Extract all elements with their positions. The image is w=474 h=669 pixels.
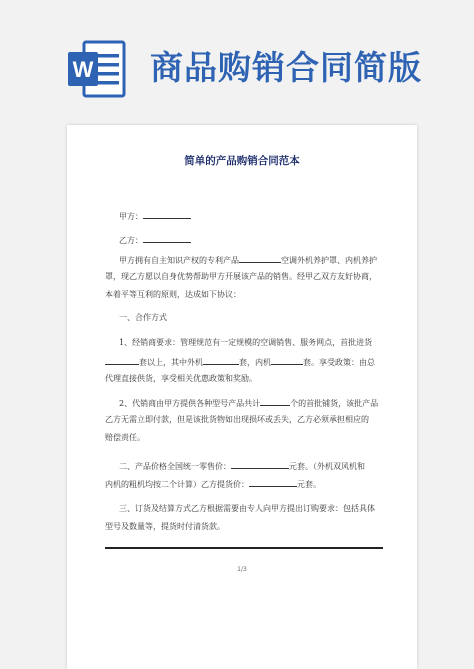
preview-header — [0, 0, 474, 112]
clause2-line-3: 赔偿责任。 — [105, 433, 145, 442]
section2-line-1 — [105, 459, 365, 472]
svg-text:W: W — [72, 57, 94, 82]
intro-line-1 — [105, 253, 377, 266]
clause2-line-1 — [105, 396, 378, 409]
clause1-line-1 — [105, 337, 372, 348]
total-units-blank — [260, 396, 290, 406]
clause1-line-3: 代理直接供货，享受相关优惠政策和奖励。 — [105, 374, 257, 383]
intro-text: 甲方拥有自主知识产权的专利产品 — [119, 256, 239, 265]
section3-line-1 — [105, 503, 375, 514]
product-blank — [239, 253, 281, 263]
intro-line-3: 本着平等互利的原则，达成如下协议： — [105, 290, 241, 299]
outer-unit-blank — [203, 355, 239, 365]
page-divider — [105, 547, 383, 549]
party-a-line — [105, 209, 191, 222]
clause2-line-2: 乙方无需立即付款，但是该批货物如出现损坏或丢失，乙方必须承担相应的 — [105, 415, 369, 424]
party-b-label: 乙方： — [119, 236, 143, 245]
clause-text: 套。享受政策：由总 — [303, 358, 375, 367]
clause1-line-2 — [105, 355, 375, 368]
clause-text: 个的首批铺货，该批产品 — [290, 399, 379, 408]
party-a-label: 甲方： — [119, 212, 143, 221]
clause-text: 元套。 — [297, 480, 321, 489]
section2-line-2 — [105, 477, 321, 490]
clause-text: 2、代销商由甲方提供各种型号产品共计 — [119, 399, 261, 408]
intro-line-2: 罩，现乙方愿以自身优势帮助甲方开展该产品的销售。经甲乙双方友好协商， — [105, 272, 377, 281]
party-a-blank — [143, 209, 191, 219]
clause-text: 三、订货及结算方式乙方根据需要由专人向甲方提出订购要求：包括具体 — [119, 504, 375, 513]
party-b-blank — [143, 233, 191, 243]
clause-text: 二、产品价格全国统一零售价： — [119, 462, 231, 471]
word-document-icon — [66, 38, 128, 100]
document-page — [67, 125, 417, 669]
header-title: 商品购销合同简版 — [150, 48, 422, 87]
pickup-price-blank — [249, 477, 297, 487]
clause-text: 1、经销商要求：管理规范有一定规模的空调销售、服务网点，首批进货 — [119, 338, 373, 347]
section-heading-1 — [105, 312, 167, 323]
clause-text: 元套。（外机双风机和 — [289, 462, 365, 471]
party-b-line — [105, 233, 191, 246]
section-heading-text: 一、合作方式 — [119, 313, 167, 322]
section3-line-2: 型号及数量等，提货时付清货款。 — [105, 522, 225, 531]
clause-text: 套，内机 — [239, 358, 271, 367]
inner-unit-blank — [271, 355, 303, 365]
page-number: 1/3 — [237, 566, 247, 573]
document-title: 简单的产品购销合同范本 — [184, 155, 300, 167]
clause-text: 内机的粗机均按二个计算）乙方提货价： — [105, 480, 249, 489]
quantity-blank — [105, 355, 139, 365]
clause-text: 套以上，其中外机 — [139, 358, 203, 367]
retail-price-blank — [231, 459, 289, 469]
intro-text: 空调外机养护罩、内机养护 — [281, 256, 377, 265]
